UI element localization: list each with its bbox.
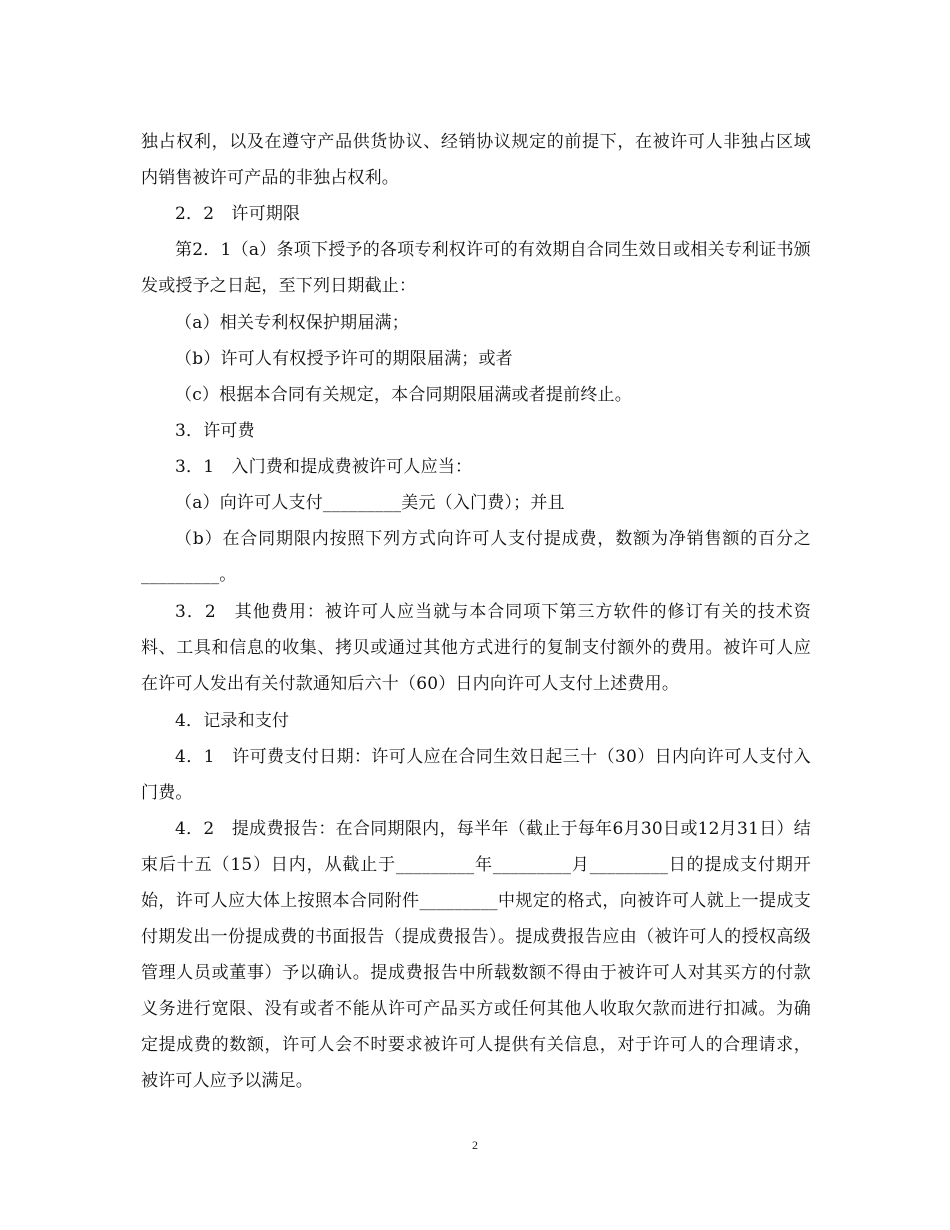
- list-item-c-contract-termination: （c）根据本合同有关规定，本合同期限届满或者提前终止。: [175, 385, 632, 405]
- heading-3-license-fee: 3．许可费: [175, 421, 255, 441]
- page-number: 2: [472, 1138, 478, 1152]
- paragraph-license-validity: 第2．1（a）条项下授予的各项专利权许可的有效期自合同生效日或相关专利证书颁发或授予之日起，至下列日期截止：: [141, 240, 811, 296]
- paragraph-continuation: 独占权利，以及在遵守产品供货协议、经销协议规定的前提下，在被许可人非独占区域内销售被许可产品的非独占权利。: [141, 132, 811, 188]
- heading-3-1-entry-and-royalty-fees: 3．1 入门费和提成费被许可人应当：: [175, 457, 473, 477]
- paragraph-3-2-other-fees: 3．2 其他费用：被许可人应当就与本合同项下第三方软件的修订有关的技术资料、工具和信息的收集、拷贝或通过其他方式进行的复制支付额外的费用。被许可人应在许可人发出有关付款通知后六十（60）日内向许可人支付上述费用。: [141, 602, 811, 694]
- list-item-a-entry-fee: （a）向许可人支付_________美元（入门费）；并且: [175, 493, 565, 513]
- paragraph-4-1-payment-date: 4．1 许可费支付日期：许可人应在合同生效日起三十（30）日内向许可人支付入门费。: [141, 747, 811, 803]
- list-item-b-license-expiry: （b）许可人有权授予许可的期限届满；或者: [175, 349, 513, 369]
- heading-4-records-and-payment: 4．记录和支付: [175, 711, 290, 731]
- list-item-a-patent-expiry: （a）相关专利权保护期届满；: [175, 313, 409, 333]
- paragraph-4-2-royalty-report: 4．2 提成费报告：在合同期限内，每半年（截止于每年6月30日或12月31日）结束后十五（15）日内，从截止于_________年_________月_________日的提成支付期开始，许可人应大体上按照本合同附件_________中规定的格式，向被许可人就上一提成支付期发出一份提成费的书面报告（提成费报告）。提成费报告应由（被许可人的授权高级管理人员或董事）予以确认。提成费报告中所载数额不得由于被许可人对其买方的付款义务进行宽限、没有或者不能从许可产品买方或任何其他人收取欠款而进行扣减。为确定提成费的数额，许可人会不时要求被许可人提供有关信息，对于许可人的合理请求，被许可人应予以满足。: [141, 819, 811, 1091]
- heading-2-2-license-term: 2．2 许可期限: [175, 204, 301, 224]
- list-item-b-royalty-fee: （b）在合同期限内按照下列方式向许可人支付提成费，数额为净销售额的百分之_________。: [141, 529, 811, 585]
